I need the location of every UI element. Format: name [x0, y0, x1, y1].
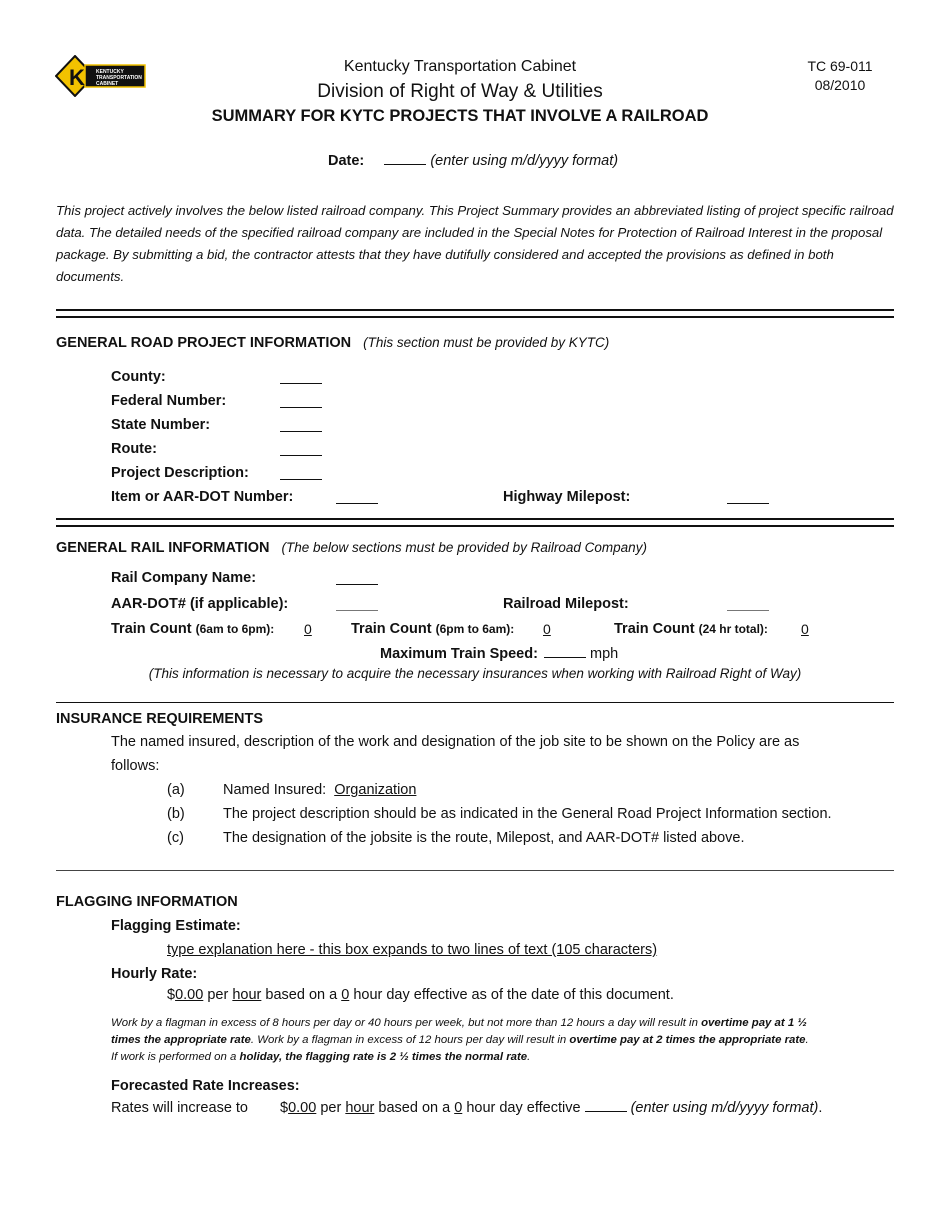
rate-effective: hour day effective as of the date of this document.	[353, 987, 674, 1003]
insurance-item-c-key: (c)	[167, 830, 184, 846]
road-note: (This section must be provided by KYTC)	[363, 335, 610, 350]
overtime-line3: If work is performed on a holiday, the flagging rate is 2 ½ times the normal rate.	[111, 1051, 531, 1063]
highway-milepost-label: Highway Milepost:	[503, 489, 631, 505]
forecast-label: Forecasted Rate Increases:	[111, 1078, 300, 1094]
forecast-hours-field[interactable]: 0	[454, 1100, 463, 1116]
max-speed-row	[380, 646, 618, 662]
insurance-item-c: The designation of the jobsite is the route, Milepost, and AAR-DOT# listed above.	[223, 830, 745, 846]
named-insured-label: Named Insured:	[223, 782, 327, 798]
form-revision: 08/2010	[814, 77, 866, 93]
insurance-body-line1: The named insured, description of the work and designation of the job site to be shown on the Policy are as	[111, 734, 800, 750]
train-count-day-range: (6am to 6pm):	[195, 622, 275, 636]
insurance-item-a	[223, 782, 416, 798]
highway-milepost-field[interactable]	[727, 503, 769, 504]
logo-text: KENTUCKY TRANSPORTATION CABINET	[96, 69, 142, 87]
section-divider	[56, 518, 894, 527]
overtime-note	[111, 1015, 896, 1066]
forecast-row	[280, 1100, 822, 1116]
section-divider	[56, 870, 894, 871]
max-speed-label: Maximum Train Speed:	[380, 646, 538, 662]
flagging-estimate-field[interactable]: type explanation here - this box expands to two lines of text (105 characters)	[167, 942, 658, 958]
train-count-night	[351, 621, 514, 637]
max-speed-unit: mph	[590, 646, 619, 662]
logo-letter: K	[69, 65, 85, 90]
state-number-label: State Number:	[111, 417, 211, 433]
train-count-day-value[interactable]: 0	[304, 621, 312, 637]
rate-hours-field[interactable]: 0	[341, 987, 350, 1003]
rail-company-label: Rail Company Name:	[111, 570, 257, 586]
federal-number-label: Federal Number:	[111, 393, 227, 409]
max-speed-field[interactable]	[544, 657, 586, 658]
rate-per: per	[207, 987, 229, 1003]
forecast-effective: hour day effective	[466, 1100, 581, 1116]
county-field[interactable]	[280, 383, 322, 384]
forecast-rate-field[interactable]: 0.00	[288, 1100, 317, 1116]
hourly-rate-row	[167, 987, 674, 1003]
train-count-total-range: (24 hr total):	[698, 622, 768, 636]
railroad-milepost-label: Railroad Milepost:	[503, 596, 629, 612]
route-field[interactable]	[280, 455, 322, 456]
overtime-line1: Work by a flagman in excess of 8 hours per day or 40 hours per week, but not more than 12 hours a day will result in overtime pay at 1 ½	[111, 1017, 807, 1029]
date-hint: (enter using m/d/yyyy format)	[430, 153, 619, 169]
section-divider	[56, 309, 894, 318]
forecast-unit-field[interactable]: hour	[345, 1100, 375, 1116]
date-label: Date:	[328, 153, 365, 169]
forecast-hint: (enter using m/d/yyyy format)	[630, 1100, 819, 1116]
forecast-per: per	[320, 1100, 342, 1116]
form-title: SUMMARY FOR KYTC PROJECTS THAT INVOLVE A RAILROAD	[211, 107, 709, 125]
train-count-label: Train Count	[351, 621, 432, 637]
rate-value-field[interactable]: 0.00	[175, 987, 204, 1003]
forecast-prefix: Rates will increase to	[111, 1100, 248, 1116]
insurance-body-line2: follows:	[111, 758, 160, 774]
form-number: TC 69-011	[807, 58, 873, 74]
rail-section-heading	[56, 540, 647, 556]
item-number-field[interactable]	[336, 503, 378, 504]
forecast-based: based on a	[378, 1100, 451, 1116]
item-number-label: Item or AAR-DOT Number:	[111, 489, 294, 505]
rail-note: (The below sections must be provided by Railroad Company)	[281, 540, 647, 555]
train-count-total	[614, 621, 768, 637]
rail-heading: GENERAL RAIL INFORMATION	[56, 540, 270, 556]
train-count-night-range: (6pm to 6am):	[435, 622, 515, 636]
rail-company-field[interactable]	[336, 584, 378, 585]
train-count-label: Train Count	[111, 621, 192, 637]
route-label: Route:	[111, 441, 157, 457]
federal-number-field[interactable]	[280, 407, 322, 408]
overtime-line2: times the appropriate rate. Work by a flagman in excess of 12 hours per day will result in overtime pay at 2 times the appropriate rate.	[111, 1034, 809, 1046]
road-section-heading	[56, 335, 609, 351]
rate-unit-field[interactable]: hour	[232, 987, 262, 1003]
agency-name: Kentucky Transportation Cabinet	[343, 58, 577, 75]
rate-based: based on a	[265, 987, 338, 1003]
section-divider	[56, 702, 894, 703]
train-count-label: Train Count	[614, 621, 695, 637]
insurance-heading: INSURANCE REQUIREMENTS	[56, 711, 264, 727]
aar-dot-label: AAR-DOT# (if applicable):	[111, 596, 289, 612]
rate-currency: $	[167, 987, 176, 1003]
flagging-heading: FLAGGING INFORMATION	[56, 894, 238, 910]
named-insured-value[interactable]: Organization	[334, 782, 417, 798]
road-heading: GENERAL ROAD PROJECT INFORMATION	[56, 335, 352, 351]
forecast-end: .	[818, 1100, 823, 1116]
train-count-total-value[interactable]: 0	[801, 621, 809, 637]
division-name: Division of Right of Way & Utilities	[317, 81, 603, 102]
state-number-field[interactable]	[280, 431, 322, 432]
county-label: County:	[111, 369, 166, 385]
train-count-night-value[interactable]: 0	[543, 621, 551, 637]
hourly-rate-label: Hourly Rate:	[111, 966, 198, 982]
forecast-currency: $	[280, 1100, 289, 1116]
project-description-field[interactable]	[280, 479, 322, 480]
intro-paragraph: This project actively involves the below listed railroad company. This Project Summary provides an abbreviated listing of project specific railroad data. The detailed needs of the specified railroad company are included in the Special Notes for Protection of Railroad Interest in the proposal package. By submitting a bid, the contractor attests that they have dutifully considered and accepted the provisions as defined in both documents.	[56, 203, 894, 284]
form-number-block	[800, 57, 880, 95]
aar-dot-field[interactable]	[336, 610, 378, 611]
railroad-milepost-field[interactable]	[727, 610, 769, 611]
project-description-label: Project Description:	[111, 465, 249, 481]
train-count-day	[111, 621, 274, 637]
date-field[interactable]	[384, 164, 426, 165]
insurance-item-a-key: (a)	[167, 782, 185, 798]
insurance-item-b: The project description should be as indicated in the General Road Project Information section.	[223, 806, 832, 822]
forecast-date-field[interactable]	[585, 1111, 627, 1112]
date-row	[328, 153, 618, 169]
rail-insurance-note: (This information is necessary to acquire the necessary insurances when working with Railroad Right of Way)	[148, 666, 802, 681]
insurance-item-b-key: (b)	[167, 806, 185, 822]
flagging-estimate-label: Flagging Estimate:	[111, 918, 241, 934]
